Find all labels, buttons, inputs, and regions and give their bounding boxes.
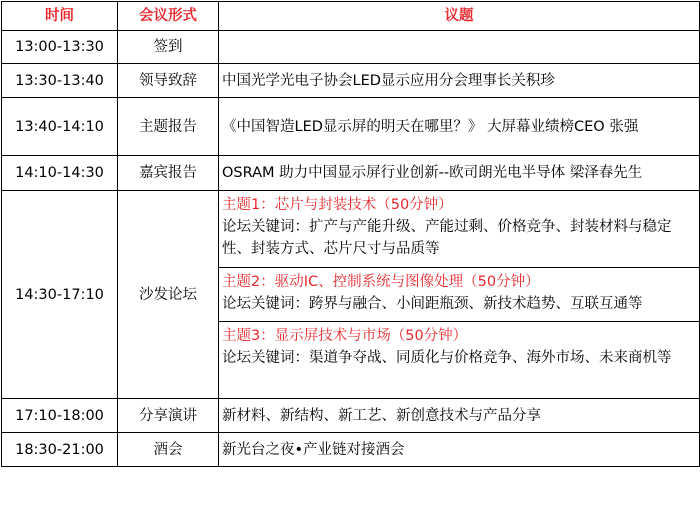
time-cell: 13:00-13:30 bbox=[2, 31, 118, 64]
forum-topic bbox=[219, 321, 699, 398]
format-cell: 沙发论坛 bbox=[118, 191, 219, 399]
format-cell: 嘉宾报告 bbox=[118, 156, 219, 191]
format-cell: 签到 bbox=[118, 31, 219, 64]
time-cell: 14:30-17:10 bbox=[2, 191, 118, 399]
table-row bbox=[2, 31, 700, 64]
format-cell: 领导致辞 bbox=[118, 64, 219, 98]
forum-topic-keywords: 论坛关键词：扩产与产能升级、产能过剩、价格竞争、封装材料与稳定性、封装方式、芯片尺寸与品质等 bbox=[222, 219, 672, 257]
topic-cell: OSRAM 助力中国显示屏行业创新--欧司朗光电半导体 梁泽春先生 bbox=[219, 156, 700, 191]
time-cell: 17:10-18:00 bbox=[2, 399, 118, 433]
topic-cell: 中国光学光电子协会LED显示应用分会理事长关积珍 bbox=[219, 64, 700, 98]
table-row bbox=[2, 156, 700, 191]
table-row bbox=[2, 191, 700, 399]
header-row bbox=[2, 2, 700, 31]
format-cell: 分享演讲 bbox=[118, 399, 219, 433]
format-cell: 酒会 bbox=[118, 433, 219, 467]
topic-cell: 新光台之夜•产业链对接酒会 bbox=[219, 433, 700, 467]
forum-topic-keywords: 论坛关键词：跨界与融合、小间距瓶颈、新技术趋势、互联互通等 bbox=[222, 296, 643, 312]
time-cell: 13:30-13:40 bbox=[2, 64, 118, 98]
header-format: 会议形式 bbox=[118, 2, 219, 31]
topic-cell: 新材料、新结构、新工艺、新创意技术与产品分享 bbox=[219, 399, 700, 433]
forum-topic-keywords: 论坛关键词：渠道争夺战、同质化与价格竞争、海外市场、未来商机等 bbox=[222, 350, 672, 366]
time-cell: 13:40-14:10 bbox=[2, 98, 118, 156]
format-cell: 主题报告 bbox=[118, 98, 219, 156]
header-topic: 议题 bbox=[219, 2, 700, 31]
topic-cell: 《中国智造LED显示屏的明天在哪里？》 大屏幕业绩榜CEO 张强 bbox=[219, 98, 700, 156]
forum-topic bbox=[219, 267, 699, 321]
forum-topic bbox=[219, 191, 699, 267]
forum-topics-cell bbox=[219, 191, 700, 399]
table-row bbox=[2, 64, 700, 98]
table-row bbox=[2, 433, 700, 467]
forum-topic-title: 主题2：驱动IC、控制系统与图像处理（50分钟） bbox=[222, 274, 540, 290]
table-row bbox=[2, 399, 700, 433]
table-row bbox=[2, 98, 700, 156]
forum-topic-title: 主题3：显示屏技术与市场（50分钟） bbox=[222, 328, 468, 344]
time-cell: 14:10-14:30 bbox=[2, 156, 118, 191]
topic-cell bbox=[219, 31, 700, 64]
forum-topic-title: 主题1：芯片与封装技术（50分钟） bbox=[222, 197, 453, 213]
header-time: 时间 bbox=[2, 2, 118, 31]
agenda-table bbox=[1, 1, 700, 467]
time-cell: 18:30-21:00 bbox=[2, 433, 118, 467]
